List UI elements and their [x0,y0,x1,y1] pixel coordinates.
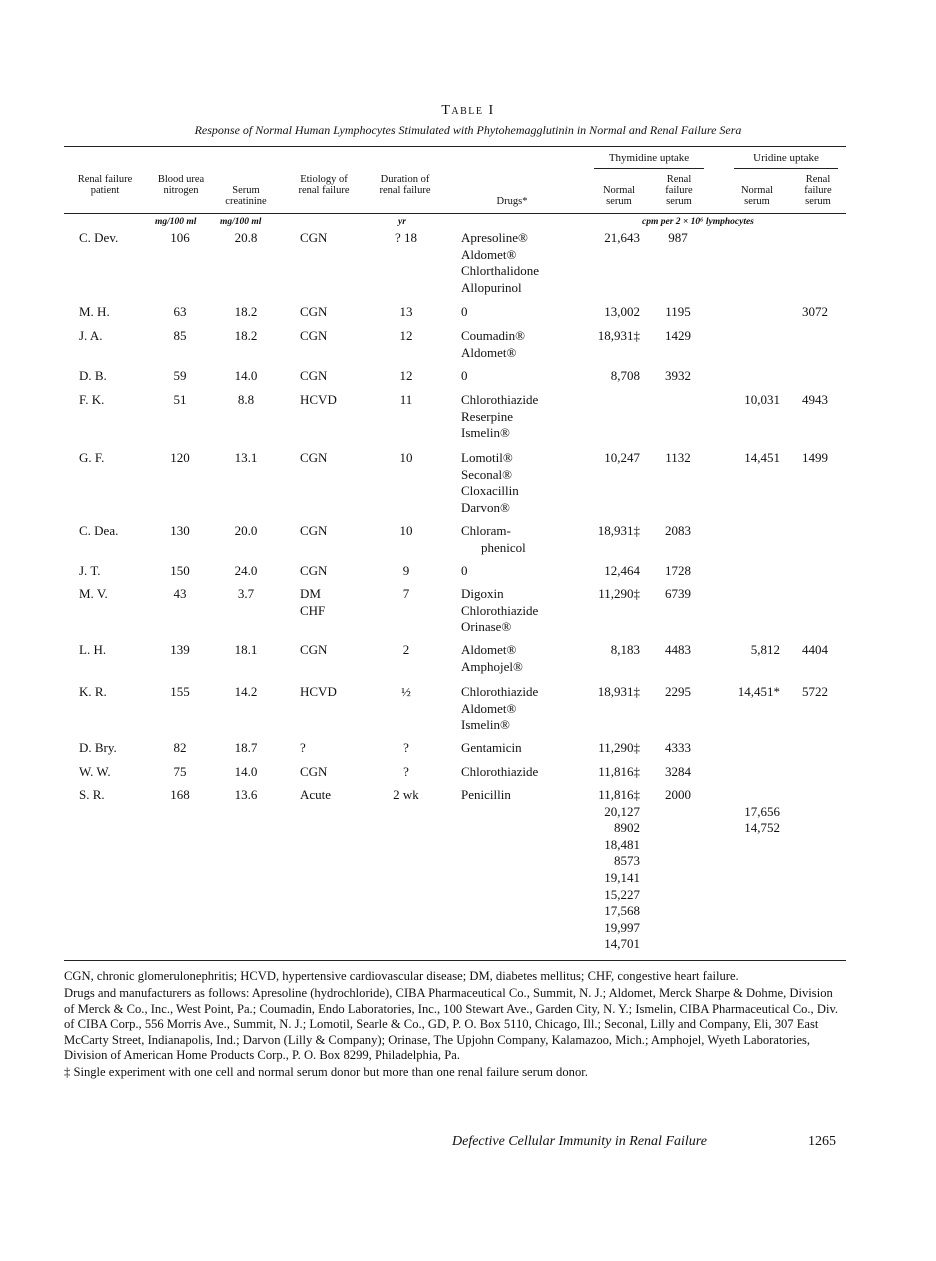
cell-thymidine-renal: 2000 [665,787,691,802]
cell-patient: W. W. [79,764,111,779]
cell-etiology: CGN [300,523,328,538]
cell-creatinine: 13.1 [234,450,258,465]
cell-drugs: Apresoline® [461,230,528,245]
cell-uridine-renal: 5722 [802,684,828,699]
cell-etiology: CGN [300,230,328,245]
cell-drugs: Darvon® [461,499,510,515]
cell-thymidine-normal: 11,816‡ [598,787,640,802]
cell-bun: 43 [173,586,187,601]
cell-patient: D. Bry. [79,740,117,755]
cell-etiology: CGN [300,328,328,343]
cell-drugs: Cloxacillin [461,483,519,499]
cell-uridine-normal: 14,752 [744,820,780,836]
cell-thymidine-normal: 13,002 [604,304,640,319]
cell-uridine-normal: 5,812 [750,642,780,657]
cell-bun: 51 [173,392,187,407]
group-header-thymidine: Thymidine uptake [608,152,690,164]
cell-thymidine-renal: 3284 [665,764,691,779]
cell-etiology: CHF [300,602,326,618]
cell-creatinine: 14.0 [234,764,258,779]
group-header-uridine: Uridine uptake [753,152,819,164]
cell-duration: ½ [401,684,411,699]
cell-thymidine-renal: 6739 [665,586,691,601]
unit-uptake: cpm per 2 × 10⁶ lymphocytes [642,217,754,227]
cell-thymidine-normal: 20,127 [604,803,640,819]
cell-etiology: CGN [300,764,328,779]
cell-thymidine-normal: 18,481 [604,836,640,852]
cell-uridine-renal: 4404 [802,642,828,657]
footnote-manufacturers: Drugs and manufacturers as follows: Apresoline (hydrochloride), CIBA Pharmaceutical Co., Summit, N. J.; Aldomet, Merck Sharpe & Dohme, Division of Merck & Co., Inc., West Point, Pa.; Coumadin, Endo Laboratories, Inc., 100 Stewart Ave., Garden City, N. Y.; Ismelin, CIBA Pharmaceutical Co., Div. of CIBA Corp., 556 Morris Ave., Summit, N. J.; Lomotil, Searle & Co., GD, P. O. Box 5110, Chicago, Ill.; Seconal, Lilly and Company, Eli, 307 East McCarty Street, Indianapolis, Ind.; Darvon (Lilly & Company); Orinase, The Upjohn Company, Kalamazoo, Mich.; Amphojel, Wyeth Laboratories, Division of American Home Products Corp., P. O. Box 8299, Philadelphia, Pa. [64,986,839,1063]
cell-patient: J. A. [79,328,103,343]
cell-patient: D. B. [79,368,107,383]
cell-creatinine: 20.0 [234,523,258,538]
cell-drugs: Chlorothiazide [461,764,539,779]
cell-etiology: CGN [300,642,328,657]
cell-thymidine-renal: 987 [668,230,688,245]
cell-drugs: Chloram- [461,523,511,538]
cell-drugs: phenicol [481,539,526,555]
cell-drugs: Lomotil® [461,450,513,465]
header-rule [64,213,846,214]
cell-bun: 155 [170,684,190,699]
cell-duration: ? 18 [394,230,418,245]
running-footer-title: Defective Cellular Immunity in Renal Failure [452,1134,707,1149]
uridine-group-rule [734,168,838,169]
cell-etiology: CGN [300,450,328,465]
cell-creatinine: 18.2 [234,304,258,319]
cell-thymidine-renal: 1728 [665,563,691,578]
cell-bun: 130 [170,523,190,538]
col-header-creatinine: Serum creatinine [225,185,267,207]
cell-drugs: 0 [461,304,468,319]
footnote-double-dagger: ‡ Single experiment with one cell and normal serum donor but more than one renal failure serum donor. [64,1065,588,1080]
cell-bun: 85 [173,328,187,343]
cell-etiology: DM [300,586,321,601]
cell-patient: S. R. [79,787,105,802]
cell-patient: M. V. [79,586,108,601]
cell-bun: 150 [170,563,190,578]
table-subtitle: Response of Normal Human Lymphocytes Stimulated with Phytohemagglutinin in Normal and Renal Failure Sera [194,123,742,137]
cell-thymidine-normal: 14,701 [604,936,640,952]
cell-duration: 10 [399,523,413,538]
cell-bun: 139 [170,642,190,657]
cell-creatinine: 24.0 [234,563,258,578]
cell-uridine-normal: 14,451* [737,684,780,699]
col-header-etiology: Etiology of renal failure [298,174,350,196]
cell-creatinine: 18.1 [234,642,258,657]
cell-drugs: 0 [461,563,468,578]
cell-drugs: Reserpine [461,408,513,424]
page-number: 1265 [808,1134,836,1149]
cell-drugs: Chlorothiazide [461,392,539,407]
cell-drugs: Seconal® [461,466,513,482]
cell-thymidine-renal: 4333 [665,740,691,755]
cell-duration: 12 [399,328,413,343]
unit-duration: yr [398,217,406,227]
cell-drugs: Aldomet® [461,344,517,360]
cell-duration: 10 [399,450,413,465]
cell-uridine-renal: 1499 [802,450,828,465]
cell-etiology: CGN [300,368,328,383]
footnotes [64,969,846,1083]
cell-drugs: Aldomet® [461,642,517,657]
col-header-patient: Renal failure patient [77,174,133,196]
cell-thymidine-normal: 10,247 [604,450,640,465]
cell-patient: C. Dev. [79,230,119,245]
cell-uridine-normal: 10,031 [744,392,780,407]
col-header-drugs: Drugs* [496,196,528,207]
cell-creatinine: 20.8 [234,230,258,245]
cell-drugs: Chlorothiazide [461,684,539,699]
cell-patient: C. Dea. [79,523,119,538]
cell-patient: M. H. [79,304,110,319]
cell-creatinine: 3.7 [237,586,255,601]
cell-thymidine-normal: 19,141 [604,870,640,885]
cell-drugs: Ismelin® [461,717,510,733]
cell-patient: L. H. [79,642,107,657]
cell-patient: K. R. [79,684,107,699]
cell-thymidine-normal: 19,997 [604,919,640,935]
cell-thymidine-normal: 8,708 [610,368,640,383]
cell-thymidine-renal: 1429 [665,328,691,343]
cell-duration: 2 wk [393,787,419,802]
cell-etiology: CGN [300,304,328,319]
footnote-abbreviations: CGN, chronic glomerulonephritis; HCVD, hypertensive cardiovascular disease; DM, diabetes mellitus; CHF, congestive heart failure. [64,969,739,983]
cell-thymidine-normal: 17,568 [604,903,640,919]
cell-uridine-normal: 14,451 [744,450,780,465]
cell-thymidine-normal: 18,931‡ [597,523,640,538]
cell-etiology: HCVD [300,392,337,407]
cell-uridine-renal: 3072 [802,304,828,319]
cell-duration: 2 [402,642,410,657]
cell-drugs: Chlorthalidone [461,263,539,279]
thymidine-group-rule [594,168,704,169]
cell-drugs: Aldomet® [461,246,517,262]
cell-drugs: 0 [461,368,468,383]
cell-bun: 120 [170,450,190,465]
cell-thymidine-normal: 18,931‡ [597,328,640,343]
cell-creatinine: 8.8 [237,392,255,407]
cell-creatinine: 18.7 [234,740,258,755]
cell-drugs: Chlorothiazide [461,602,539,618]
cell-bun: 82 [173,740,187,755]
cell-duration: 11 [399,392,413,407]
cell-thymidine-renal: 2083 [665,523,691,538]
unit-bun: mg/100 ml [155,217,197,227]
cell-thymidine-normal: 12,464 [604,563,640,578]
cell-bun: 59 [173,368,187,383]
cell-patient: F. K. [79,392,105,407]
cell-duration: 12 [399,368,413,383]
cell-creatinine: 14.2 [234,684,258,699]
top-rule [64,146,846,147]
cell-duration: 13 [399,304,413,319]
col-header-duration: Duration of renal failure [379,174,431,196]
cell-thymidine-normal: 11,816‡ [598,764,640,779]
cell-etiology: ? [300,740,306,755]
cell-uridine-normal: 17,656 [744,803,780,819]
unit-creatinine: mg/100 ml [220,217,262,227]
cell-thymidine-renal: 1195 [665,304,691,319]
cell-drugs: Allopurinol [461,279,522,295]
cell-thymidine-normal: 8902 [614,820,640,836]
cell-drugs: Aldomet® [461,700,517,716]
cell-patient: G. F. [79,450,105,465]
cell-thymidine-normal: 18,931‡ [597,684,640,699]
cell-duration: ? [403,740,409,755]
cell-duration: 9 [402,563,410,578]
cell-creatinine: 18.2 [234,328,258,343]
cell-thymidine-renal: 3932 [665,368,691,383]
col-header-uri-normal: Normal serum [740,185,774,207]
cell-creatinine: 14.0 [234,368,258,383]
bottom-rule [64,960,846,961]
cell-thymidine-normal: 8573 [614,853,640,869]
cell-drugs: Penicillin [461,787,511,802]
cell-thymidine-renal: 1132 [665,450,691,465]
cell-thymidine-normal: 15,227 [604,886,640,902]
col-header-thy-normal: Normal serum [602,185,636,207]
cell-thymidine-normal: 11,290‡ [598,586,640,601]
cell-thymidine-normal: 11,290‡ [598,740,640,755]
table-title: Table I [441,103,495,118]
col-header-thy-renal: Renal failure serum [665,174,693,207]
cell-etiology: Acute [300,787,332,802]
cell-thymidine-renal: 2295 [665,684,691,699]
cell-drugs: Ismelin® [461,425,510,441]
cell-drugs: Orinase® [461,619,512,635]
cell-drugs: Coumadin® [461,328,526,343]
cell-uridine-renal: 4943 [802,392,828,407]
cell-thymidine-normal: 21,643 [604,230,640,245]
cell-bun: 75 [173,764,187,779]
cell-thymidine-renal: 4483 [665,642,691,657]
cell-bun: 168 [170,787,190,802]
col-header-bun: Blood urea nitrogen [157,174,205,196]
cell-drugs: Digoxin [461,586,504,601]
cell-creatinine: 13.6 [234,787,258,802]
cell-duration: ? [403,764,409,779]
cell-etiology: HCVD [300,684,337,699]
col-header-uri-renal: Renal failure serum [804,174,832,207]
cell-drugs: Amphojel® [461,658,523,674]
cell-thymidine-normal: 8,183 [610,642,640,657]
cell-bun: 106 [170,230,190,245]
cell-duration: 7 [402,586,410,601]
cell-bun: 63 [173,304,187,319]
cell-drugs: Gentamicin [461,740,522,755]
cell-patient: J. T. [79,563,101,578]
cell-etiology: CGN [300,563,328,578]
